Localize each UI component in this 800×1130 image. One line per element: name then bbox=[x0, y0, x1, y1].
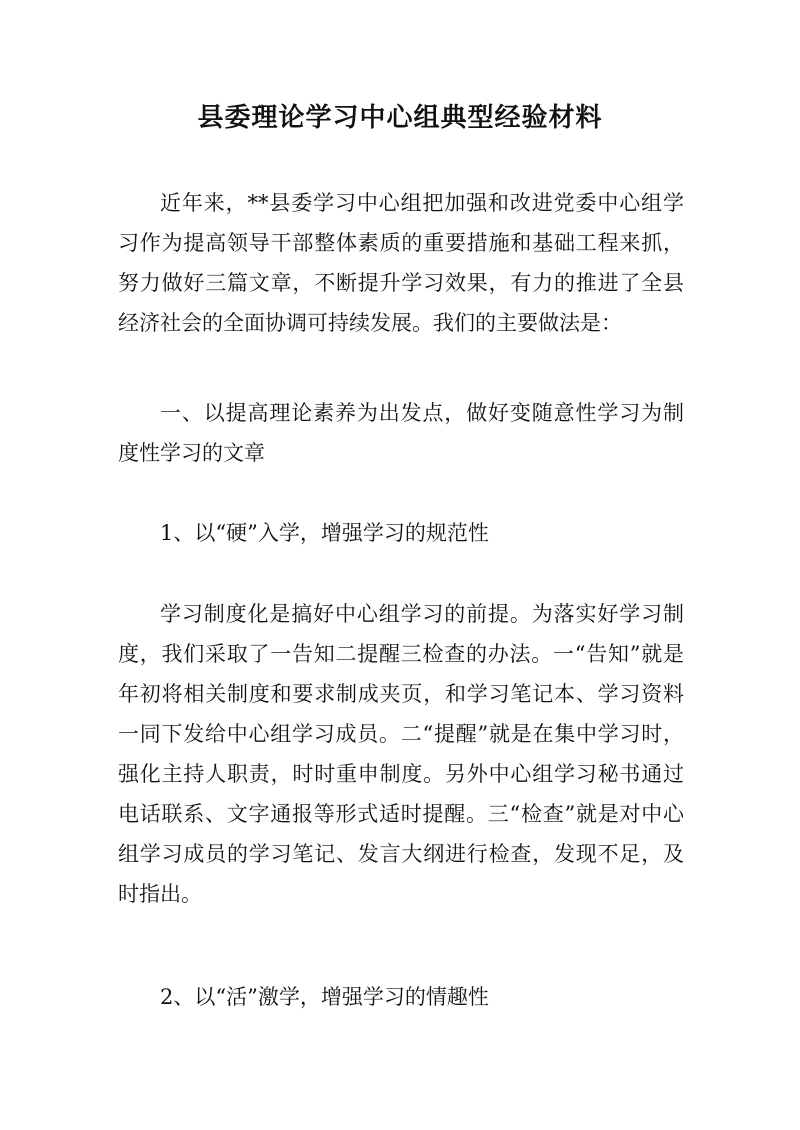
section-one-heading: 一、以提高理论素养为出发点，做好变随意性学习为制度性学习的文章 bbox=[118, 401, 684, 465]
subsection-two-heading: 2、以“活”激学，增强学习的情趣性 bbox=[160, 985, 489, 1009]
document-title: 县委理论学习中心组典型经验材料 bbox=[197, 103, 603, 133]
subsection-one-body: 学习制度化是搞好中心组学习的前提。为落实好学习制度，我们采取了一告知二提醒三检查的办法。一“告知”就是年初将相关制度和要求制成夹页，和学习笔记本、学习资料一同下发给中心组学习成员。二“提醒”就是在集中学习时，强化主持人职责，时时重申制度。另外中心组学习秘书通过电话联系、文字通报等形式适时提醒。三“检查”就是对中心组学习成员的学习笔记、发言大纲进行检查，发现不足，及时指出。 bbox=[118, 602, 684, 906]
intro-paragraph: 近年来，**县委学习中心组把加强和改进党委中心组学习作为提高领导干部整体素质的重要措施和基础工程来抓，努力做好三篇文章，不断提升学习效果，有力的推进了全县经济社会的全面协调可持续发展。我们的主要做法是： bbox=[118, 191, 684, 335]
subsection-one-heading: 1、以“硬”入学，增强学习的规范性 bbox=[160, 521, 489, 545]
